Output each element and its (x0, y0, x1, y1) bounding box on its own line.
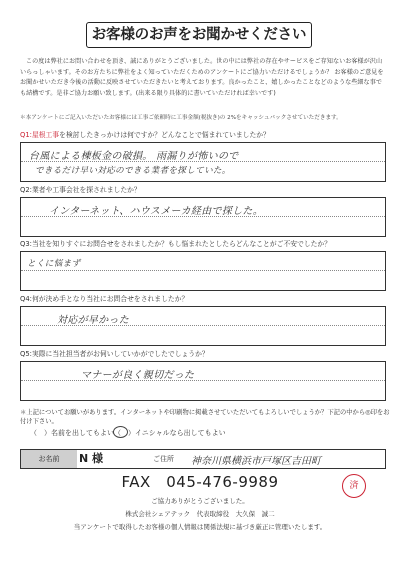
cashback-note: ＊本アンケートにご記入いただいたお客様には工事ご依頼時に工事金額(税抜き)の 2%をキャッシュバックさせていただきます。 (20, 115, 342, 121)
question-5: Q5:実際に当社担当者がお伺いしていかがでしたでしょうか？ (20, 350, 209, 358)
permission-request: ＊上記についてお願いがあります。インターネットや印刷物に掲載させていただいてもよろしいでしょうか？下記の中から◎印をお付け下さい。 (20, 409, 390, 425)
intro-text (20, 57, 388, 99)
question-4: Q4:何が決め手となり当社にお問合せをされましたか？ (20, 295, 189, 303)
completion-stamp: 済 (342, 474, 366, 498)
privacy-notice: 当アンケートで取得したお客様の個人情報は関係法規に基づき厳正に管理いたします。 (73, 523, 327, 531)
fax-number: FAX 045-476-9989 (121, 473, 279, 491)
answer-3-box[interactable] (20, 251, 386, 291)
answer-1-line-1: 台風による棟板金の破損。 雨漏りが怖いので (29, 151, 239, 162)
address-label: ご住所 (153, 455, 174, 463)
question-1 (20, 131, 360, 140)
answer-1-box[interactable] (20, 142, 386, 182)
customer-name: N 様 (79, 452, 104, 465)
answer-5-box[interactable] (20, 361, 386, 401)
name-label: お名前 (21, 450, 77, 468)
answer-2-box[interactable] (20, 197, 386, 237)
answer-4-line-1: 対応が早かった (57, 315, 130, 326)
option-initials-ok[interactable]: （ ）イニシャルなら出してもよい (114, 429, 226, 437)
page-title: お客様のお声をお聞かせください (86, 22, 312, 48)
answer-2-line-1: インターネット、ハウスメーカ経由で探した。 (49, 206, 263, 217)
name-address-row (20, 449, 386, 469)
selected-circle-mark (113, 426, 128, 438)
question-1-red-label: Q1:屋根工事 (20, 131, 60, 139)
answer-3-line-1: とくに悩まず (27, 259, 81, 269)
question-3: Q3:当社を知りすぐにお問合せをされましたか？もし悩まれたとしたらどんなことがご不安でしたか？ (20, 240, 332, 248)
option-name-ok[interactable]: （ ）名前を出してもよい (30, 429, 114, 437)
thanks-text: ご協力ありがとうございました。 (151, 497, 249, 505)
answer-line (21, 270, 385, 271)
question-1-label: を検討したきっかけは何ですか？どんなことで悩まれていましたか？ (59, 131, 270, 139)
answer-4-box[interactable] (20, 306, 386, 346)
answer-1-line-2: できるだけ早い対応のできる業者を探していた。 (35, 166, 231, 176)
company-line: 株式会社シェアテック 代表取締役 大久保 誠二 (125, 510, 275, 518)
answer-line (21, 380, 385, 381)
intro-paragraph: この度は弊社にお問い合わせを頂き、誠にありがとうございました。世の中には弊社の存在やサービスをご存知ないお客様が沢山いらっしゃいます。そのお方たちに弊社をよく知っていただくためのアンケートにご協力いただけるでしょうか？ お客様のご意見をお聞かせいただき今後の活動に反映させていただきたいと考えております。良かったこと、嬉しかったことなどのような些細な事でも結構です。是非ご協力お願い致します。(出来る限り具体的に書いていただければ幸いです) (20, 58, 384, 97)
question-2: Q2:業者や工事会社を探されましたか？ (20, 186, 141, 194)
customer-address: 神奈川県横浜市戸塚区吉田町 (191, 456, 321, 467)
answer-5-line-1: マナーが良く親切だった (81, 370, 195, 381)
